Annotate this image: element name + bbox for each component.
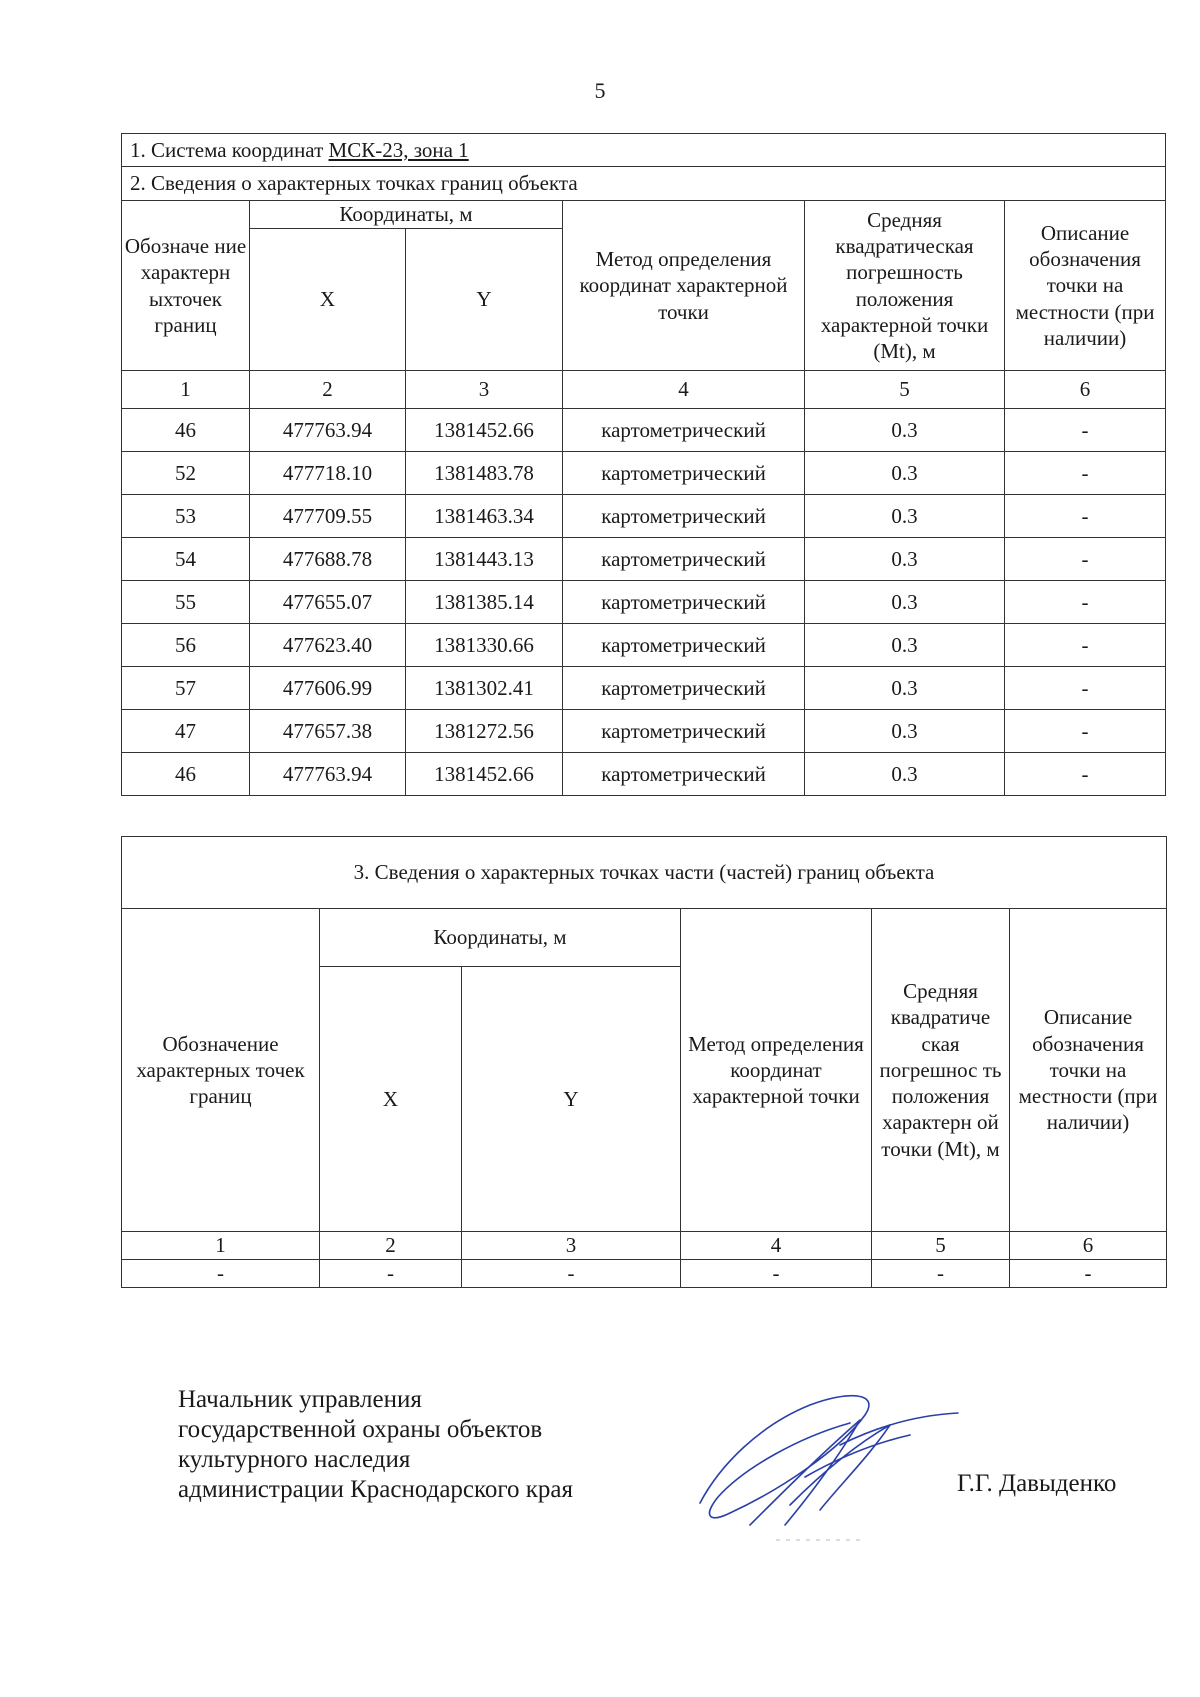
faint-mark [776, 1536, 866, 1544]
error-cell: 0.3 [805, 581, 1005, 624]
method-cell: картометрический [563, 495, 805, 538]
part-boundary-points-table [121, 836, 1167, 1288]
method-cell: картометрический [563, 581, 805, 624]
description-cell: - [1005, 624, 1166, 667]
empty-cell: - [122, 1260, 320, 1288]
table-row [122, 624, 1166, 667]
header-designation-3: Обозначение характерных точек границ [122, 909, 320, 1232]
section3-title: 3. Сведения о характерных точках части (частей) границ объекта [122, 837, 1167, 909]
coord-x: 477763.94 [250, 753, 406, 796]
coord-x: 477657.38 [250, 710, 406, 753]
coord-y: 1381385.14 [406, 581, 563, 624]
coord-x: 477688.78 [250, 538, 406, 581]
signatory-position [178, 1385, 573, 1505]
error-cell: 0.3 [805, 667, 1005, 710]
error-cell: 0.3 [805, 710, 1005, 753]
error-cell: 0.3 [805, 409, 1005, 452]
table-row [122, 538, 1166, 581]
col-number: 3 [406, 371, 563, 409]
description-cell: - [1005, 581, 1166, 624]
col-number: 2 [250, 371, 406, 409]
point-number: 52 [122, 452, 250, 495]
description-cell: - [1005, 495, 1166, 538]
description-cell: - [1005, 452, 1166, 495]
error-cell: 0.3 [805, 753, 1005, 796]
header-method: Метод определения координат характерной точки [563, 201, 805, 371]
column-numbers-row-3 [122, 1232, 1167, 1260]
table-row [122, 409, 1166, 452]
coord-y: 1381483.78 [406, 452, 563, 495]
table-row [122, 710, 1166, 753]
table-row [122, 452, 1166, 495]
coord-y: 1381330.66 [406, 624, 563, 667]
position-line: администрации Краснодарского края [178, 1476, 574, 1503]
description-cell: - [1005, 667, 1166, 710]
method-cell: картометрический [563, 753, 805, 796]
header-coordinates: Координаты, м [250, 201, 563, 229]
header-x-3: X [320, 967, 462, 1232]
header-designation: Обозначе ние характерн ыхточек границ [122, 201, 250, 371]
method-cell: картометрический [563, 538, 805, 581]
method-cell: картометрический [563, 409, 805, 452]
table-row [122, 495, 1166, 538]
coord-y: 1381302.41 [406, 667, 563, 710]
col-number: 3 [462, 1232, 681, 1260]
header-error-3: Средняя квадратиче ская погрешнос ть положения характерн ой точки (Mt), м [872, 909, 1010, 1232]
handwritten-signature [690, 1385, 960, 1535]
empty-cell: - [1010, 1260, 1167, 1288]
table-row [122, 581, 1166, 624]
empty-cell: - [872, 1260, 1010, 1288]
col-number: 4 [681, 1232, 872, 1260]
error-cell: 0.3 [805, 452, 1005, 495]
header-x: X [250, 229, 406, 371]
description-cell: - [1005, 753, 1166, 796]
coord-x: 477655.07 [250, 581, 406, 624]
table-row [122, 667, 1166, 710]
error-cell: 0.3 [805, 538, 1005, 581]
coordinate-system-label: 1. Система координат [130, 137, 329, 162]
header-error: Средняя квадратическая погрешность положения характерной точки (Mt), м [805, 201, 1005, 371]
header-coordinates-3: Координаты, м [320, 909, 681, 967]
point-number: 56 [122, 624, 250, 667]
coord-y: 1381443.13 [406, 538, 563, 581]
signatory-name: Г.Г. Давыденко [957, 1470, 1117, 1497]
coord-y: 1381463.34 [406, 495, 563, 538]
boundary-points-table [121, 133, 1166, 796]
col-number: 5 [805, 371, 1005, 409]
header-y-3: Y [462, 967, 681, 1232]
coord-y: 1381272.56 [406, 710, 563, 753]
col-number: 1 [122, 1232, 320, 1260]
coord-x: 477623.40 [250, 624, 406, 667]
empty-cell: - [462, 1260, 681, 1288]
header-method-3: Метод определения координат характерной точки [681, 909, 872, 1232]
empty-row [122, 1260, 1167, 1288]
empty-cell: - [681, 1260, 872, 1288]
position-line: культурного наследия [178, 1446, 411, 1473]
col-number: 2 [320, 1232, 462, 1260]
point-number: 46 [122, 409, 250, 452]
coord-x: 477606.99 [250, 667, 406, 710]
method-cell: картометрический [563, 667, 805, 710]
point-number: 54 [122, 538, 250, 581]
method-cell: картометрический [563, 710, 805, 753]
col-number: 6 [1005, 371, 1166, 409]
header-y: Y [406, 229, 563, 371]
point-number: 57 [122, 667, 250, 710]
point-number: 47 [122, 710, 250, 753]
description-cell: - [1005, 710, 1166, 753]
column-numbers-row [122, 371, 1166, 409]
position-line: Начальник управления [178, 1386, 422, 1413]
method-cell: картометрический [563, 624, 805, 667]
coord-y: 1381452.66 [406, 409, 563, 452]
col-number: 4 [563, 371, 805, 409]
error-cell: 0.3 [805, 624, 1005, 667]
points-rows [122, 409, 1166, 796]
coord-x: 477718.10 [250, 452, 406, 495]
coordinate-system-value: МСК-23, зона 1 [328, 137, 469, 162]
col-number: 5 [872, 1232, 1010, 1260]
point-number: 55 [122, 581, 250, 624]
table-row [122, 753, 1166, 796]
method-cell: картометрический [563, 452, 805, 495]
coord-y: 1381452.66 [406, 753, 563, 796]
empty-cell: - [320, 1260, 462, 1288]
position-line: государственной охраны объектов [178, 1416, 543, 1443]
header-description-3: Описание обозначения точки на местности (при наличии) [1010, 909, 1167, 1232]
description-cell: - [1005, 538, 1166, 581]
section2-title: 2. Сведения о характерных точках границ объекта [122, 167, 1166, 201]
col-number: 1 [122, 371, 250, 409]
point-number: 46 [122, 753, 250, 796]
coord-x: 477763.94 [250, 409, 406, 452]
header-description: Описание обозначения точки на местности (при наличии) [1005, 201, 1166, 371]
coordinate-system-row [122, 134, 1166, 167]
description-cell: - [1005, 409, 1166, 452]
page-number: 5 [594, 78, 606, 103]
col-number: 6 [1010, 1232, 1167, 1260]
point-number: 53 [122, 495, 250, 538]
error-cell: 0.3 [805, 495, 1005, 538]
coord-x: 477709.55 [250, 495, 406, 538]
